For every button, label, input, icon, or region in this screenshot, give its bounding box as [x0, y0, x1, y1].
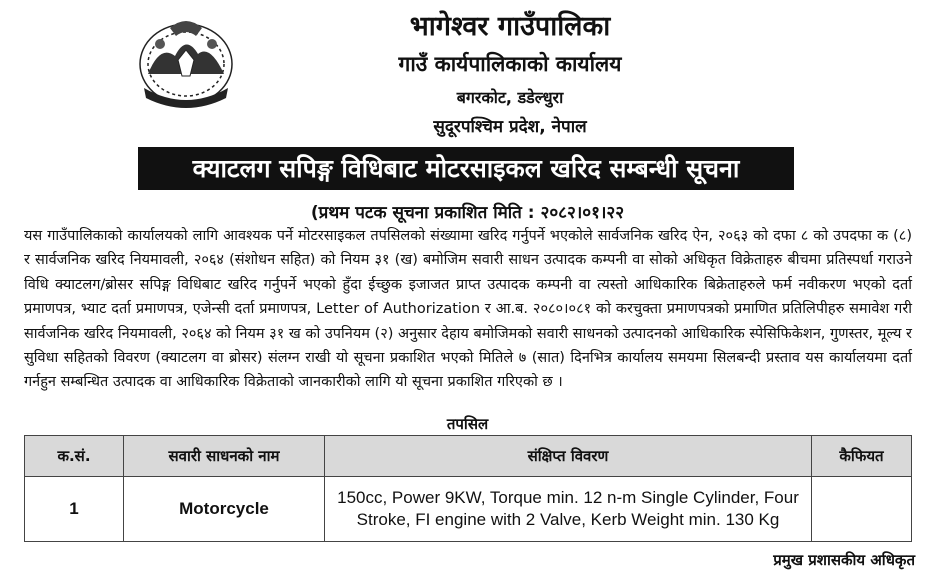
procurement-table	[24, 435, 912, 542]
cell-description: 150cc, Power 9KW, Torque min. 12 n-m Single Cylinder, Four Stroke, FI engine with 2 Valve, Kerb Weight min. 130 Kg	[325, 477, 812, 542]
government-emblem	[130, 14, 242, 112]
column-header-description: संक्षिप्त विवरण	[325, 436, 812, 477]
table-header-row	[25, 436, 912, 477]
column-header-remarks: कैफियत	[812, 436, 912, 477]
column-header-serial: क.सं.	[25, 436, 124, 477]
signature-title: प्रमुख प्रशासकीय अधिकृत	[773, 551, 915, 569]
column-header-vehicle-name: सवारी साधनको नाम	[124, 436, 325, 477]
notice-title-banner: क्याटलग सपिङ्ग विधिबाट मोटरसाइकल खरिद सम्बन्धी सूचना	[138, 147, 794, 190]
nepal-emblem-icon	[130, 14, 242, 112]
province-country: सुदूरपश्चिम प्रदेश, नेपाल	[433, 117, 587, 137]
notice-body: यस गाउँपालिकाको कार्यालयको लागि आवश्यक पर्ने मोटरसाइकल तपसिलको संख्यामा खरिद गर्नुपर्ने भएकोले सार्वजनिक खरिद ऐन, २०६३ को दफा ८ को उपदफा क (८) र सार्वजनिक खरिद नियमावली, २०६४ (संशोधन सहित) को नियम ३१ (ख) बमोजिम सवारी साधन उत्पादक कम्पनी वा सोको अधिकृत विक्रेताहरु बीचमा प्रतिस्पर्धा गराउने विधि क्याटलग/ब्रोसर सपिङ्ग विधिबाट खरिद गर्नुपर्ने भएको हुँदा ईच्छुक इजाजत प्राप्त उत्पादक कम्पनी वा त्यस्तो आधिकारिक बिक्रेताहरुले फर्म नवीकरण भएको दर्ता प्रमाणपत्र, भ्याट दर्ता प्रमाणपत्र, एजेन्सी दर्ता प्रमाणपत्र, Letter of Authorization र आ.ब. २०८०।०८१ को करचुक्ता प्रमाणपत्रको प्रमाणित प्रतिलिपीहरु समावेश गरी सार्वजनिक खरिद नियमावली, २०६४ को नियम ३१ ख को उपनियम (२) अनुसार देहाय बमोजिमको सवारी साधनको उत्पादनको आधिकारिक स्पेसिफिकेशन, गुणस्तर, मूल्य र सुविधा सहितको विवरण (क्याटलग वा ब्रोसर) संलग्न राखी यो सूचना प्रकाशित भएको मितिले ७ (सात) दिनभित्र कार्यालय समयमा सिलबन्दी प्रस्ताव यस कार्यालयमा दर्ता गर्नहुन सम्बन्धित उत्पादक वा आधिकारिक विक्रेताको जानकारीको लागि यो सूचना प्रकाशित गरिएको छ ।	[24, 228, 912, 391]
schedule-heading: तपसिल	[446, 415, 489, 433]
table-row	[25, 477, 912, 542]
municipality-name: भागेश्वर गाउँपालिका	[409, 11, 611, 42]
cell-serial: 1	[25, 477, 124, 542]
cell-vehicle-name: Motorcycle	[124, 477, 325, 542]
publish-date: (प्रथम पटक सूचना प्रकाशित मिति : २०८२।०१।२२	[310, 203, 625, 223]
cell-remarks	[812, 477, 912, 542]
office-name: गाउँ कार्यपालिकाको कार्यालय	[398, 52, 622, 76]
office-address: बगरकोट, डडेल्धुरा	[456, 88, 564, 107]
